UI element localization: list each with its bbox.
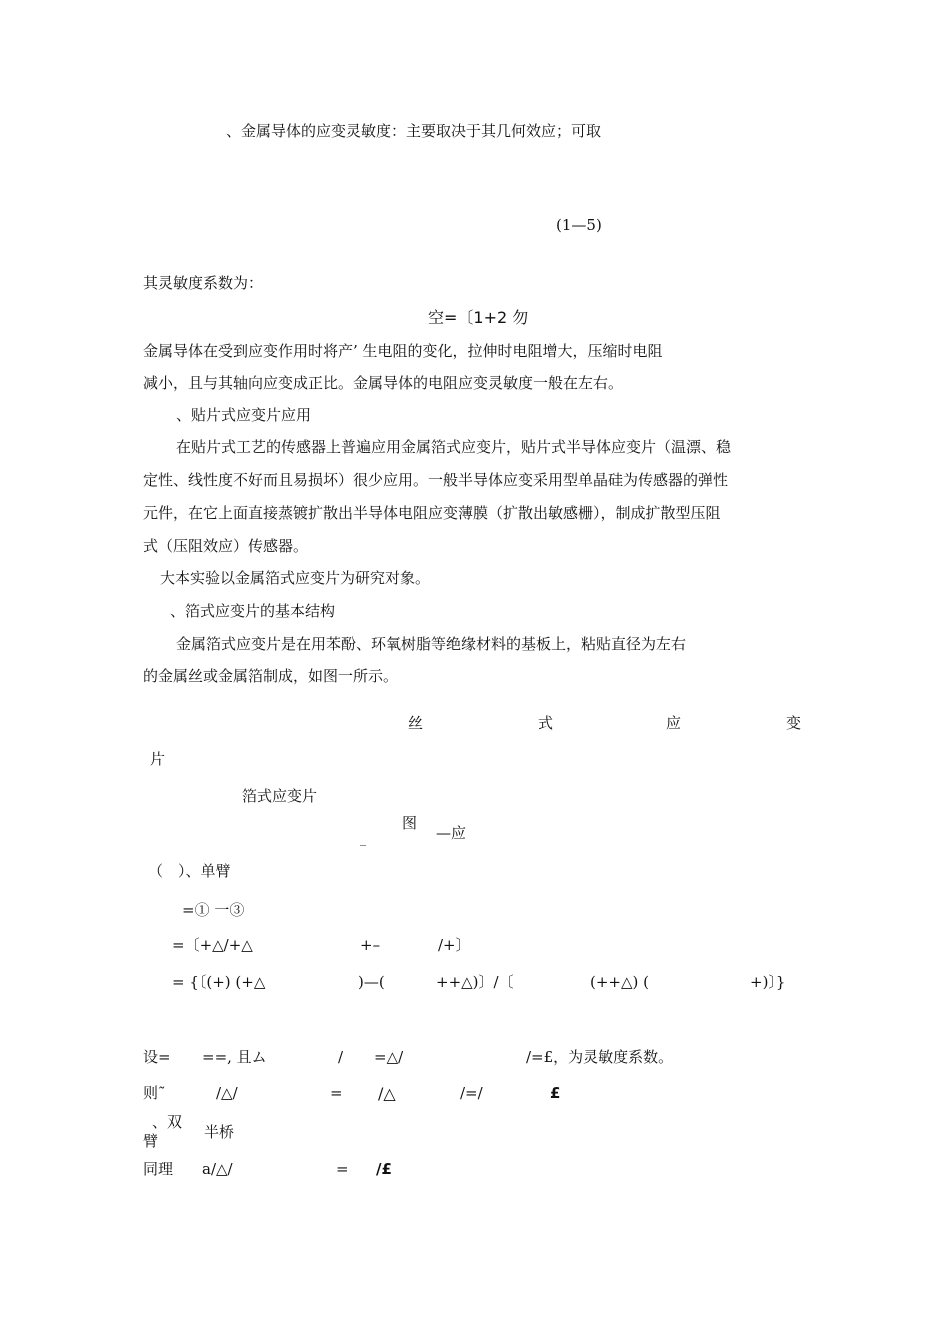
heading-foil-structure: 、箔式应变片的基本结构 xyxy=(170,602,336,620)
then-line-a: 则˜ xyxy=(143,1084,166,1102)
wire-label-char-2: 式 xyxy=(538,714,554,732)
set-line-d: =△/ xyxy=(374,1048,404,1066)
wire-label-char-5: 片 xyxy=(150,750,166,768)
then-line-c: = xyxy=(330,1084,343,1102)
set-line-b: ==, 且ム xyxy=(202,1048,267,1066)
equation-line-3a: = {〔(+) (+△ xyxy=(172,973,266,991)
para-2-line-4: 式（压阻效应）传感器。 xyxy=(143,537,309,555)
same-line-d: /£ xyxy=(376,1160,392,1178)
para-2-line-2: 定性、线性度不好而且易损坏）很少应用。一般半导体应变采用型单晶硅为传感器的弹性 xyxy=(143,471,729,489)
foil-strain-gauge-label: 箔式应变片 xyxy=(242,787,318,805)
double-arm-b: 臂 xyxy=(143,1132,159,1150)
figure-caption-tu: 图 xyxy=(402,814,418,832)
set-line-c: / xyxy=(338,1048,344,1066)
sensitivity-label: 其灵敏度系数为： xyxy=(143,274,264,292)
para-1-line-2: 减小，且与其轴向应变成正比。金属导体的电阻应变灵敏度一般在左右。 xyxy=(143,374,624,392)
equation-line-2a: =〔+△/+△ xyxy=(172,936,253,954)
heading-patch-application: 、贴片式应变片应用 xyxy=(176,406,312,424)
wire-label-char-1: 丝 xyxy=(408,714,424,732)
equation-line-1: =① 一③ xyxy=(182,901,245,919)
figure-caption-ying: —应 xyxy=(436,824,467,842)
set-line-e: /=£，为灵敏度系数。 xyxy=(526,1048,674,1066)
then-line-b: /△/ xyxy=(216,1084,238,1102)
then-line-f: £ xyxy=(550,1084,561,1102)
para-2-line-1: 在贴片式工艺的传感器上普遍应用金属箔式应变片，贴片式半导体应变片（温漂、稳 xyxy=(176,438,732,456)
same-line-c: = xyxy=(336,1160,349,1178)
same-line-b: a/△/ xyxy=(202,1160,233,1178)
double-arm-a: 、双 xyxy=(152,1113,183,1131)
equation-line-3b: )—( xyxy=(358,973,385,991)
then-line-d: /△ xyxy=(378,1084,396,1103)
para-3: 大本实验以金属箔式应变片为研究对象。 xyxy=(160,569,431,587)
formula-k: 空=〔1+2 勿 xyxy=(428,308,529,327)
equation-line-2c: /+〕 xyxy=(438,936,471,954)
para-2-line-3: 元件，在它上面直接蒸镀扩散出半导体电阻应变薄膜（扩散出敏感栅），制成扩散型压阻 xyxy=(143,504,721,522)
heading-metal-sensitivity: 、金属导体的应变灵敏度：主要取决于其几何效应；可取 xyxy=(226,122,602,140)
para-1-line-1: 金属导体在受到应变作用时将产’ 生电阻的变化，拉伸时电阻增大，压缩时电阻 xyxy=(143,342,663,360)
equation-line-3e: +)〕} xyxy=(750,973,786,991)
equation-line-2b: +– xyxy=(360,936,381,954)
equation-number: (1—5) xyxy=(556,216,602,234)
set-line-a: 设= xyxy=(143,1048,171,1066)
figure-caption-dash: _ xyxy=(360,832,366,846)
para-4-line-1: 金属箔式应变片是在用苯酚、环氧树脂等绝缘材料的基板上，粘贴直径为左右 xyxy=(176,635,687,653)
equation-line-3c: ++△)〕/〔 xyxy=(436,973,514,991)
wire-label-char-3: 应 xyxy=(666,714,682,732)
equation-line-3d: (++△) ( xyxy=(590,973,649,991)
same-line-a: 同理 xyxy=(143,1160,174,1178)
double-arm-half-bridge: 半桥 xyxy=(204,1123,235,1141)
para-4-line-2: 的金属丝或金属箔制成，如图一所示。 xyxy=(143,667,399,685)
wire-label-char-4: 变 xyxy=(786,714,802,732)
then-line-e: /=/ xyxy=(460,1084,483,1102)
heading-single-arm: （ ）、单臂 xyxy=(148,862,231,880)
